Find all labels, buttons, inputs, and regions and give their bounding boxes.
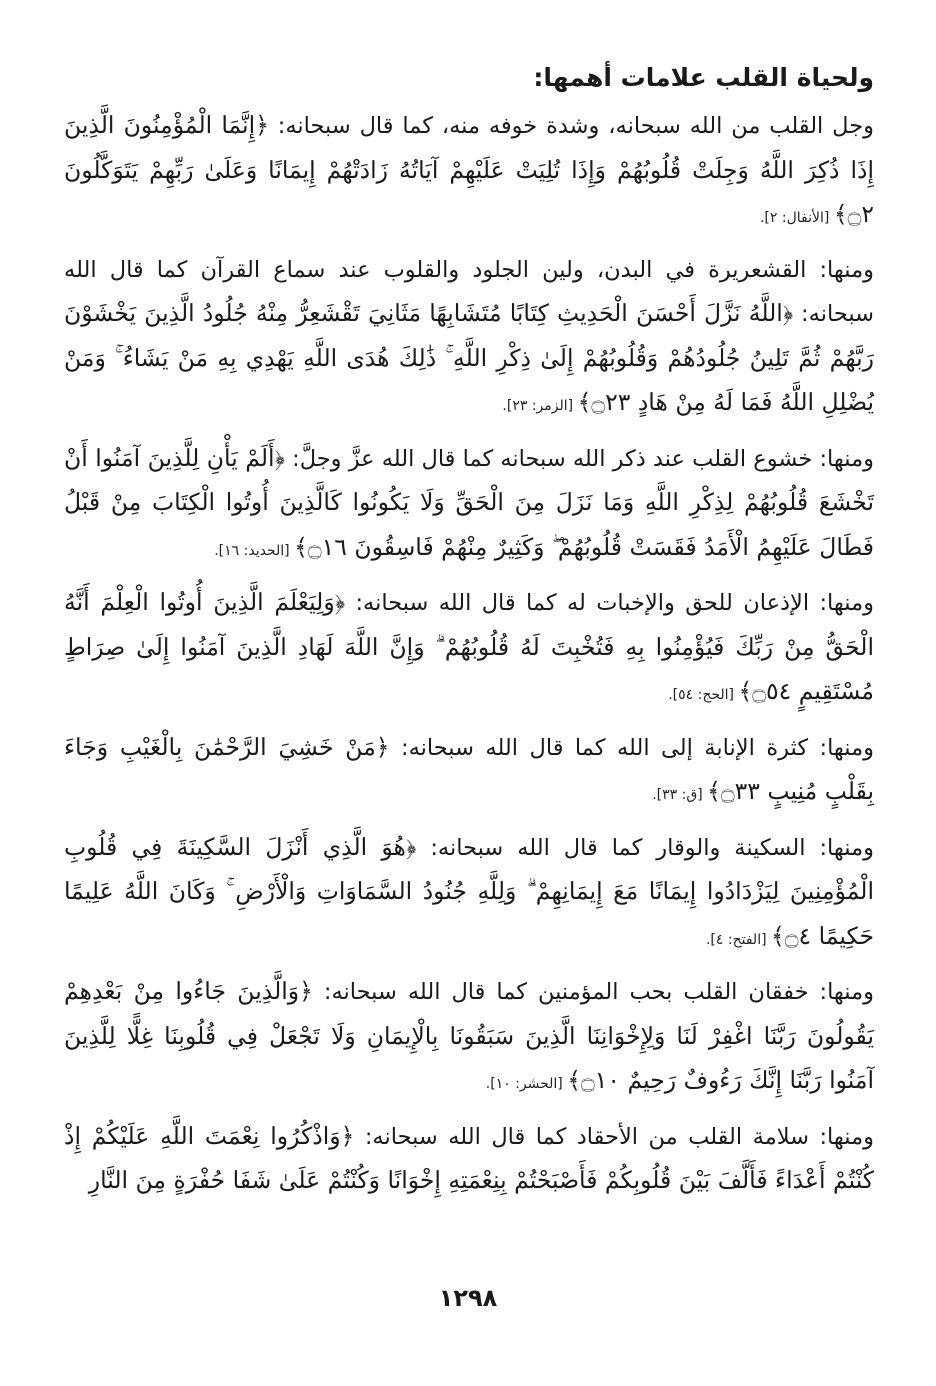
- verse-reference: [الحج: ٥٤].: [668, 687, 739, 703]
- paragraph-tranquility: [64, 826, 874, 963]
- quran-verse: ﴿وَاذْكُرُوا نِعْمَتَ اللَّهِ عَلَيْكُمْ إِذْ كُنْتُمْ أَعْدَاءً فَأَلَّفَ بَيْنَ قُلُوبِكُمْ فَأَصْبَحْتُمْ بِنِعْمَتِهِ إِخْوَانًا وَكُنْتُمْ عَلَىٰ شَفَا حُفْرَةٍ مِنَ النَّارِ: [64, 1121, 874, 1194]
- paragraph-shivering: [64, 249, 874, 429]
- paragraph-intro: ومنها: القشعريرة في البدن، ولين الجلود والقلوب عند سماع القرآن كما قال الله سبحانه:: [64, 256, 874, 327]
- verse-reference: [الحديد: ١٦].: [214, 542, 295, 559]
- paragraph-intro: ومنها: سلامة القلب من الأحقاد كما قال الله سبحانه:: [354, 1123, 874, 1150]
- paragraph-fear: [64, 104, 874, 241]
- paragraph-intro: ومنها: السكينة والوقار كما قال الله سبحانه:: [416, 834, 874, 861]
- paragraph-free-of-grudges: [64, 1115, 874, 1207]
- verse-reference: [الزمر: ٢٣].: [502, 398, 578, 414]
- paragraph-love-believers: [64, 970, 874, 1107]
- verse-reference: [الحشر: ١٠].: [485, 1076, 568, 1092]
- page-number: ١٢٩٨: [438, 1284, 498, 1312]
- verse-reference: [الفتح: ٤].: [705, 931, 771, 948]
- paragraph-intro: ومنها: الإذعان للحق والإخبات له كما قال الله سبحانه:: [345, 590, 874, 616]
- paragraph-submission: [64, 581, 874, 718]
- paragraph-humility: [64, 437, 874, 574]
- quran-verse: ﴿وَلِيَعْلَمَ الَّذِينَ أُوتُوا الْعِلْمَ أَنَّهُ الْحَقُّ مِنْ رَبِّكَ فَيُؤْمِنُوا بِهِ فَتُخْبِتَ لَهُ قُلُوبُهُمْ ۗ وَإِنَّ اللَّهَ لَهَادِ الَّذِينَ آمَنُوا إِلَىٰ صِرَاطٍ مُسْتَقِيمٍ ۝٥٤﴾: [64, 588, 874, 705]
- quran-verse: ﴿إِنَّمَا الْمُؤْمِنُونَ الَّذِينَ إِذَا ذُكِرَ اللَّهُ وَجِلَتْ قُلُوبُهُمْ وَإِذَا تُلِيَتْ عَلَيْهِمْ آيَاتُهُ زَادَتْهُمْ إِيمَانًا وَعَلَىٰ رَبِّهِمْ يَتَوَكَّلُونَ ۝٢﴾: [64, 111, 874, 228]
- section-heading: ولحياة القلب علامات أهمها:: [533, 63, 874, 92]
- quran-verse: ﴿وَالَّذِينَ جَاءُوا مِنْ بَعْدِهِمْ يَقُولُونَ رَبَّنَا اغْفِرْ لَنَا وَلِإِخْوَانِنَا الَّذِينَ سَبَقُونَا بِالْإِيمَانِ وَلَا تَجْعَلْ فِي قُلُوبِنَا غِلًّا لِلَّذِينَ آمَنُوا رَبَّنَا إِنَّكَ رَءُوفٌ رَحِيمٌ ۝١٠﴾: [64, 977, 874, 1094]
- quran-verse: ﴿أَلَمْ يَأْنِ لِلَّذِينَ آمَنُوا أَنْ تَخْشَعَ قُلُوبُهُمْ لِذِكْرِ اللَّهِ وَمَا نَزَلَ مِنَ الْحَقِّ وَلَا يَكُونُوا كَالَّذِينَ أُوتُوا الْكِتَابَ مِنْ قَبْلُ فَطَالَ عَلَيْهِمُ الْأَمَدُ فَقَسَتْ قُلُوبُهُمْ ۖ وَكَثِيرٌ مِنْهُمْ فَاسِقُونَ ۝١٦﴾: [64, 443, 874, 561]
- quran-verse: ﴿اللَّهُ نَزَّلَ أَحْسَنَ الْحَدِيثِ كِتَابًا مُتَشَابِهًا مَثَانِيَ تَقْشَعِرُّ مِنْهُ جُلُودُ الَّذِينَ يَخْشَوْنَ رَبَّهُمْ ثُمَّ تَلِينُ جُلُودُهُمْ وَقُلُوبُهُمْ إِلَىٰ ذِكْرِ اللَّهِ ۚ ذَٰلِكَ هُدَى اللَّهِ يَهْدِي بِهِ مَنْ يَشَاءُ ۚ وَمَنْ يُضْلِلِ اللَّهُ فَمَا لَهُ مِنْ هَادٍ ۝٢٣﴾: [64, 299, 874, 416]
- paragraph-intro: ومنها: خفقان القلب بحب المؤمنين كما قال الله سبحانه:: [312, 979, 874, 1005]
- paragraph-repentance: [64, 726, 874, 818]
- quran-verse: ﴿هُوَ الَّذِي أَنْزَلَ السَّكِينَةَ فِي قُلُوبِ الْمُؤْمِنِينَ لِيَزْدَادُوا إِيمَانًا مَعَ إِيمَانِهِمْ ۗ وَلِلَّهِ جُنُودُ السَّمَاوَاتِ وَالْأَرْضِ ۚ وَكَانَ اللَّهُ عَلِيمًا حَكِيمًا ۝٤﴾: [64, 832, 874, 950]
- paragraph-intro: ومنها: خشوع القلب عند ذكر الله سبحانه كما قال الله عزَّ وجلَّ:: [284, 445, 874, 472]
- paragraph-intro: ومنها: كثرة الإنابة إلى الله كما قال الله سبحانه:: [389, 734, 875, 761]
- verse-reference: [ق: ٣٣].: [652, 787, 708, 803]
- page-body: [64, 56, 874, 1215]
- paragraph-intro: وجل القلب من الله سبحانه، وشدة خوفه منه، كما قال سبحانه:: [268, 113, 874, 139]
- quran-verse: ﴿مَنْ خَشِيَ الرَّحْمَٰنَ بِالْغَيْبِ وَجَاءَ بِقَلْبٍ مُنِيبٍ ۝٣٣﴾: [64, 732, 874, 805]
- verse-reference: [الأنفال: ٢].: [759, 210, 834, 226]
